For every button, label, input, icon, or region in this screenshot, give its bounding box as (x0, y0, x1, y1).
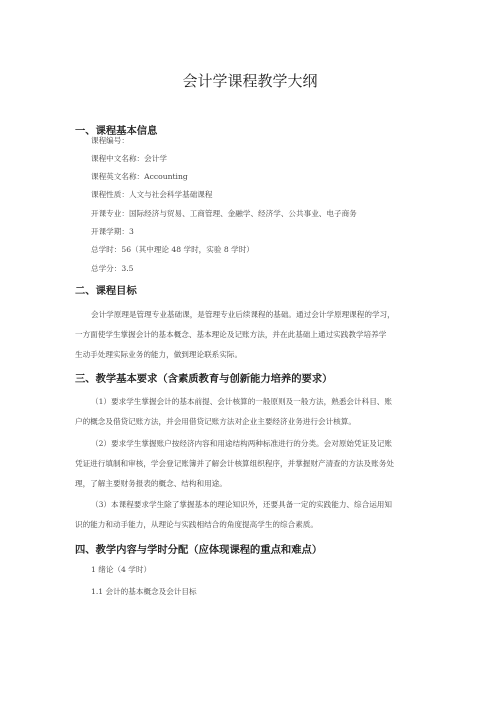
goals-line-3: 生动手处理实际业务的能力，做到理论联系实际。 (75, 350, 243, 359)
section-heading-requirements: 三、教学基本要求（含素质教育与创新能力培养的要求） (75, 373, 333, 385)
req1-line-2: 户的概念及借贷记账方法，并会用借贷记账方法对企业主要经济业务进行会计核算。 (75, 417, 356, 426)
req3-line-2: 识的能力和动手能力，从理论与实践相结合的角度提高学生的综合素质。 (75, 520, 318, 529)
content-item-intro: 1 绪论（4 学时） (91, 565, 152, 574)
req3-line-1: （3）本课程要求学生除了掌握基本的理论知识外，还要具备一定的实践能力、综合运用知 (91, 500, 392, 509)
course-credits: 总学分：3.5 (91, 264, 134, 273)
course-semester: 开课学期：3 (91, 227, 134, 236)
course-total-hours: 总学时：56（其中理论 48 学时，实验 8 学时） (91, 245, 254, 254)
req2-line-2: 凭证进行填制和审核，学会登记账簿并了解会计核算组织程序，并掌握财产清查的方法及账务处 (75, 459, 394, 468)
goals-line-1: 会计学原理是管理专业基础课，是管理专业后续课程的基础。通过会计学原理课程的学习， (91, 310, 395, 319)
document-title: 会计学课程教学大纲 (182, 72, 318, 90)
section-heading-basic-info: 一、课程基本信息 (75, 125, 158, 137)
req2-line-1: （2）要求学生掌握账户按经济内容和用途结构两种标准进行的分类。会对原始凭证及记账 (91, 439, 392, 448)
goals-line-2: 一方面使学生掌握会计的基本概念、基本理论及记账方法，并在此基础上通过实践教学培养学 (75, 330, 387, 339)
course-nature: 课程性质：人文与社会科学基础课程 (91, 190, 213, 199)
content-item-1-1: 1.1 会计的基本概念及会计目标 (91, 587, 197, 596)
course-majors: 开课专业：国际经济与贸易、工商管理、金融学、经济学、公共事业、电子商务 (91, 209, 357, 218)
section-heading-goals: 二、课程目标 (75, 285, 137, 297)
course-code: 课程编号： (91, 136, 129, 145)
req1-line-1: （1）要求学生掌握会计的基本前提、会计核算的一般原则及一般方法，熟悉会计科目、账 (91, 397, 392, 406)
course-english-name: 课程英文名称：Accounting (91, 172, 188, 181)
section-heading-content: 四、教学内容与学时分配（应体现课程的重点和难点） (75, 544, 323, 556)
req2-line-3: 理，了解主要财务报表的概念、结构和用途。 (75, 479, 227, 488)
course-chinese-name: 课程中文名称：会计学 (91, 154, 167, 163)
